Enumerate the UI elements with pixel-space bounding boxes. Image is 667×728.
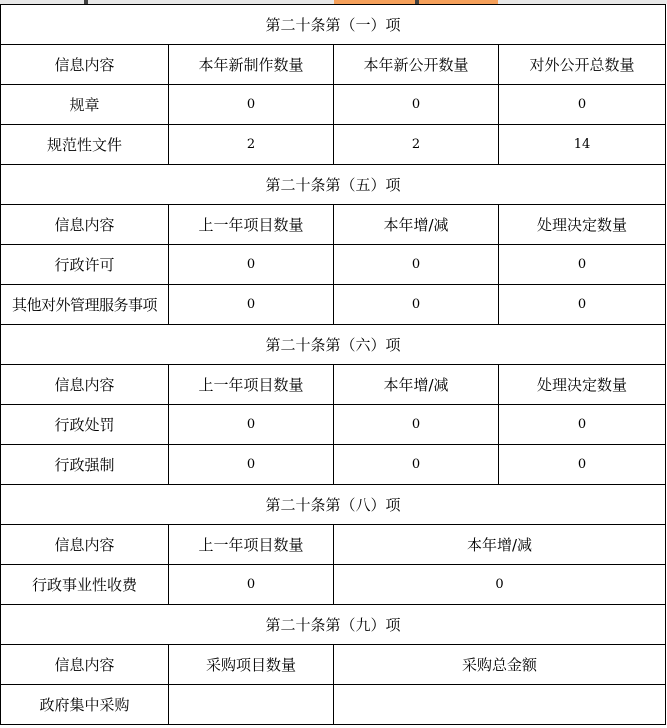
table-row [1, 405, 666, 445]
value-cell: 0 [169, 245, 334, 285]
value-cell: 0 [334, 85, 499, 125]
table-row [1, 685, 666, 725]
table-row [1, 125, 666, 165]
header-row [1, 205, 666, 245]
header-row [1, 365, 666, 405]
table-row [1, 245, 666, 285]
value-cell: 0 [499, 85, 666, 125]
row-label: 行政处罚 [1, 405, 169, 445]
section-title: 第二十条第（八）项 [1, 485, 666, 525]
value-cell: 0 [499, 245, 666, 285]
value-cell: 0 [334, 445, 499, 485]
value-cell: 0 [169, 565, 334, 605]
header-cell: 采购项目数量 [169, 645, 334, 685]
header-cell: 对外公开总数量 [499, 45, 666, 85]
header-row [1, 45, 666, 85]
info-disclosure-table [0, 4, 666, 725]
header-cell: 处理决定数量 [499, 205, 666, 245]
header-cell: 上一年项目数量 [169, 205, 334, 245]
header-cell: 信息内容 [1, 205, 169, 245]
value-cell: 0 [334, 565, 666, 605]
row-label: 行政强制 [1, 445, 169, 485]
value-cell: 0 [169, 445, 334, 485]
value-cell [169, 685, 334, 725]
header-cell: 本年新制作数量 [169, 45, 334, 85]
header-cell: 处理决定数量 [499, 365, 666, 405]
value-cell: 14 [499, 125, 666, 165]
header-cell: 信息内容 [1, 45, 169, 85]
value-cell: 0 [499, 445, 666, 485]
section-title-row [1, 485, 666, 525]
section-title-row [1, 325, 666, 365]
row-label: 政府集中采购 [1, 685, 169, 725]
value-cell: 0 [334, 405, 499, 445]
header-cell: 信息内容 [1, 645, 169, 685]
header-cell: 信息内容 [1, 365, 169, 405]
value-cell [334, 685, 666, 725]
header-cell: 信息内容 [1, 525, 169, 565]
value-cell: 0 [334, 285, 499, 325]
section-title-row [1, 605, 666, 645]
header-row [1, 645, 666, 685]
value-cell: 0 [499, 405, 666, 445]
header-cell: 本年增/减 [334, 205, 499, 245]
header-row [1, 525, 666, 565]
header-cell: 上一年项目数量 [169, 365, 334, 405]
row-label: 行政许可 [1, 245, 169, 285]
value-cell: 0 [169, 405, 334, 445]
section-title: 第二十条第（六）项 [1, 325, 666, 365]
section-title: 第二十条第（九）项 [1, 605, 666, 645]
header-cell: 采购总金额 [334, 645, 666, 685]
row-label: 规范性文件 [1, 125, 169, 165]
row-label: 行政事业性收费 [1, 565, 169, 605]
section-title-row [1, 165, 666, 205]
table-row [1, 445, 666, 485]
header-cell: 本年新公开数量 [334, 45, 499, 85]
row-label: 其他对外管理服务事项 [1, 285, 169, 325]
section-title: 第二十条第（一）项 [1, 5, 666, 45]
section-title: 第二十条第（五）项 [1, 165, 666, 205]
header-cell: 本年增/减 [334, 525, 666, 565]
table-row [1, 85, 666, 125]
value-cell: 2 [334, 125, 499, 165]
value-cell: 0 [334, 245, 499, 285]
table-row [1, 565, 666, 605]
value-cell: 0 [169, 285, 334, 325]
section-title-row [1, 5, 666, 45]
header-cell: 上一年项目数量 [169, 525, 334, 565]
value-cell: 2 [169, 125, 334, 165]
table-row [1, 285, 666, 325]
value-cell: 0 [499, 285, 666, 325]
header-cell: 本年增/减 [334, 365, 499, 405]
row-label: 规章 [1, 85, 169, 125]
value-cell: 0 [169, 85, 334, 125]
